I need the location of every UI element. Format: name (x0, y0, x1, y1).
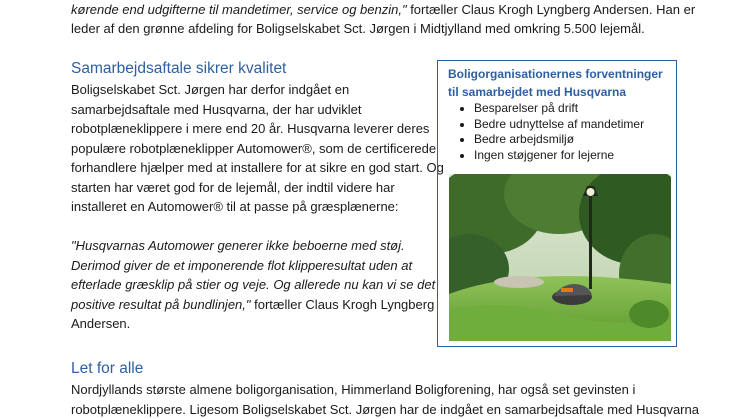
body-line: forhandlere hjælper med at installere for at sikre en god start. Og (71, 160, 444, 175)
quote-final-attribution: fortæller Claus Krogh Lyngberg (250, 296, 435, 312)
body-line: installeret en Automower® til at passe på græsplænerne: (71, 199, 399, 214)
quote-line: Derimod giver de et imponerende flot klipperesultat uden at (71, 257, 413, 273)
list-item: • Ingen støjgener for lejerne (474, 148, 644, 164)
quote-line: efterlade græsklip på stier og veje. Og allerede nu kan vi se det (71, 277, 436, 292)
section-heading-samarbejdsaftale: Samarbejdsaftale sikrer kvalitet (71, 60, 287, 77)
list-item: • Besparelser på drift (474, 101, 644, 117)
body-line: starten har været god for de lejemål, der indtil videre har (71, 179, 395, 195)
body-line: populære robotplæneklipper Automower®, som de certificerede (71, 140, 437, 156)
body-line: Boligselskabet Sct. Jørgen har derfor indgået en (71, 82, 350, 97)
sidebar-title-line-1: Boligorganisationernes forventninger (448, 67, 663, 81)
quote-line-final (71, 295, 434, 315)
quote-line: "Husqvarnas Automower generer ikke beboerne med støj. (71, 238, 405, 253)
intro-quote-end: kørende end udgifterne til mandetimer, service og benzin," (71, 2, 407, 17)
quote-attribution-end: Andersen. (71, 316, 131, 331)
quote-final-italic: positive resultat på bundlinjen," (71, 296, 251, 312)
sidebar-box (437, 60, 677, 347)
body-line: robotplæneklippere. Ligesom Boligselskabet Sct. Jørgen har de indgået en samarbejdsaftale med Husqvarna (71, 401, 699, 417)
intro-attribution: fortæller Claus Krogh Lyngberg Andersen. Han er (406, 2, 696, 17)
section-heading-let-for-alle: Let for alle (71, 360, 144, 377)
body-line: robotplæneklippere i mere end 20 år. Husqvarna leverer deres (71, 121, 430, 136)
expectations-list (438, 101, 644, 163)
intro-line-2: leder af den grønne afdeling for Boligselskabet Sct. Jørgen i Midtjylland med omkring 5.500 lejemål. (71, 21, 645, 36)
sidebar-title (448, 65, 663, 101)
sidebar-title-line-2: til samarbejdet med Husqvarna (448, 85, 627, 99)
intro-line-1 (71, 0, 695, 20)
body-line: Nordjyllands største almene boligorganisation, Himmerland Boligforening, har også set gevinsten i (71, 382, 636, 397)
body-line: samarbejdsaftale med Husqvarna, der har udviklet (71, 101, 362, 117)
list-item: • Bedre arbejdsmiljø (474, 132, 644, 148)
list-item: • Bedre udnyttelse af mandetimer (474, 117, 644, 133)
garden-photo-illustration (449, 174, 671, 341)
garden-mower-photo (449, 174, 671, 341)
